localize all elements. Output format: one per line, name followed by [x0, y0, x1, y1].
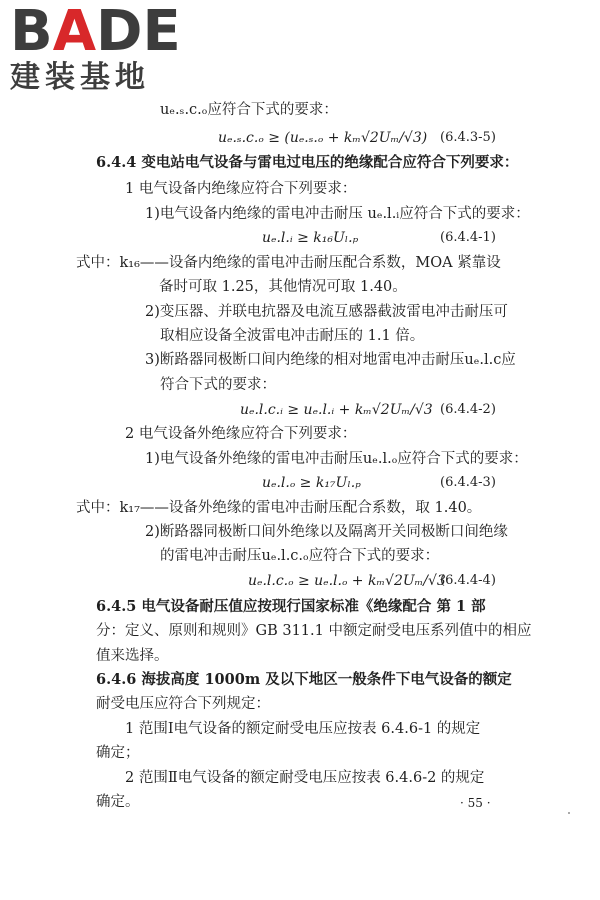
item-1: 1 范围Ⅰ电气设备的额定耐受电压应按表 6.4.6-1 的规定 [125, 721, 481, 737]
logo-accent-letter: A [52, 0, 97, 64]
scan-speck [568, 812, 570, 814]
item-1-3: 3)断路器同极断口间内绝缘的相对地雷电冲击耐压uₑ.l.c应 [145, 352, 516, 368]
item-1: 1 电气设备内绝缘应符合下列要求： [125, 181, 357, 197]
equation: uₑ.l.ᵢ ≥ k₁₆Uₗ.ₚ [262, 230, 359, 246]
text-line: uₑ.ₛ.c.ₒ应符合下式的要求： [160, 102, 338, 118]
equation-number: (6.4.4-4) [440, 573, 496, 588]
item-2-1: 1)电气设备外绝缘的雷电冲击耐压uₑ.l.ₒ应符合下式的要求： [145, 451, 528, 467]
text-line: 耐受电压应符合下列规定： [96, 696, 270, 712]
page-number: · 55 · [460, 796, 491, 810]
text-line: 的雷电冲击耐压uₑ.l.c.ₒ应符合下式的要求： [160, 548, 440, 564]
item-1-2: 2)变压器、并联电抗器及电流互感器截波雷电冲击耐压可 [145, 304, 508, 320]
text-line: 符合下式的要求： [160, 377, 276, 393]
symbol-definition: 式中：k₁₆——设备内绝缘的雷电冲击耐压配合系数，MOA 紧靠设 [76, 255, 501, 271]
text-line: 取相应设备全波雷电冲击耐压的 1.1 倍。 [160, 328, 425, 344]
equation: uₑ.l.ₒ ≥ k₁₇Uₗ.ₚ [262, 475, 361, 491]
item-1-1: 1)电气设备内绝缘的雷电冲击耐压 uₑ.l.ᵢ应符合下式的要求： [145, 206, 530, 222]
item-2-2: 2)断路器同极断口间外绝缘以及隔离开关同极断口间绝缘 [145, 524, 508, 540]
logo-wordmark: BADE [10, 0, 181, 64]
equation-number: (6.4.4-1) [440, 230, 496, 245]
equation-number: (6.4.4-2) [440, 402, 496, 417]
clause-6-4-6: 6.4.6 海拔高度 1000m 及以下地区一般条件下电气设备的额定 [96, 671, 512, 688]
equation-number: (6.4.4-3) [440, 475, 496, 490]
clause-6-4-4: 6.4.4 变电站电气设备与雷电过电压的绝缘配合应符合下列要求： [96, 154, 519, 171]
bade-logo [10, 0, 181, 95]
text-line: 值来选择。 [96, 648, 169, 664]
text-line: 确定； [96, 745, 140, 761]
symbol-definition: 式中：k₁₇——设备外绝缘的雷电冲击耐压配合系数，取 1.40。 [76, 500, 482, 516]
equation: uₑ.l.c.ᵢ ≥ uₑ.l.ᵢ + kₘ√2Uₘ/√3 [240, 402, 433, 418]
equation-number: (6.4.3-5) [440, 130, 496, 145]
text-line: 确定。 [96, 794, 140, 810]
item-2: 2 电气设备外绝缘应符合下列要求： [125, 426, 357, 442]
item-2: 2 范围Ⅱ电气设备的额定耐受电压应按表 6.4.6-2 的规定 [125, 770, 485, 786]
equation: uₑ.l.c.ₒ ≥ uₑ.l.ₒ + kₘ√2Uₘ/√3 [248, 573, 446, 589]
equation: uₑ.ₛ.c.ₒ ≥ (uₑ.ₛ.ₒ + kₘ√2Uₘ/√3) [218, 130, 428, 146]
text-line: 分：定义、原则和规则》GB 311.1 中额定耐受电压系列值中的相应 [96, 623, 532, 639]
logo-subtitle: 建装基地 [10, 60, 150, 95]
text-line: 备时可取 1.25，其他情况可取 1.40。 [159, 279, 407, 295]
clause-6-4-5: 6.4.5 电气设备耐压值应按现行国家标准《绝缘配合 第 1 部 [96, 598, 486, 615]
